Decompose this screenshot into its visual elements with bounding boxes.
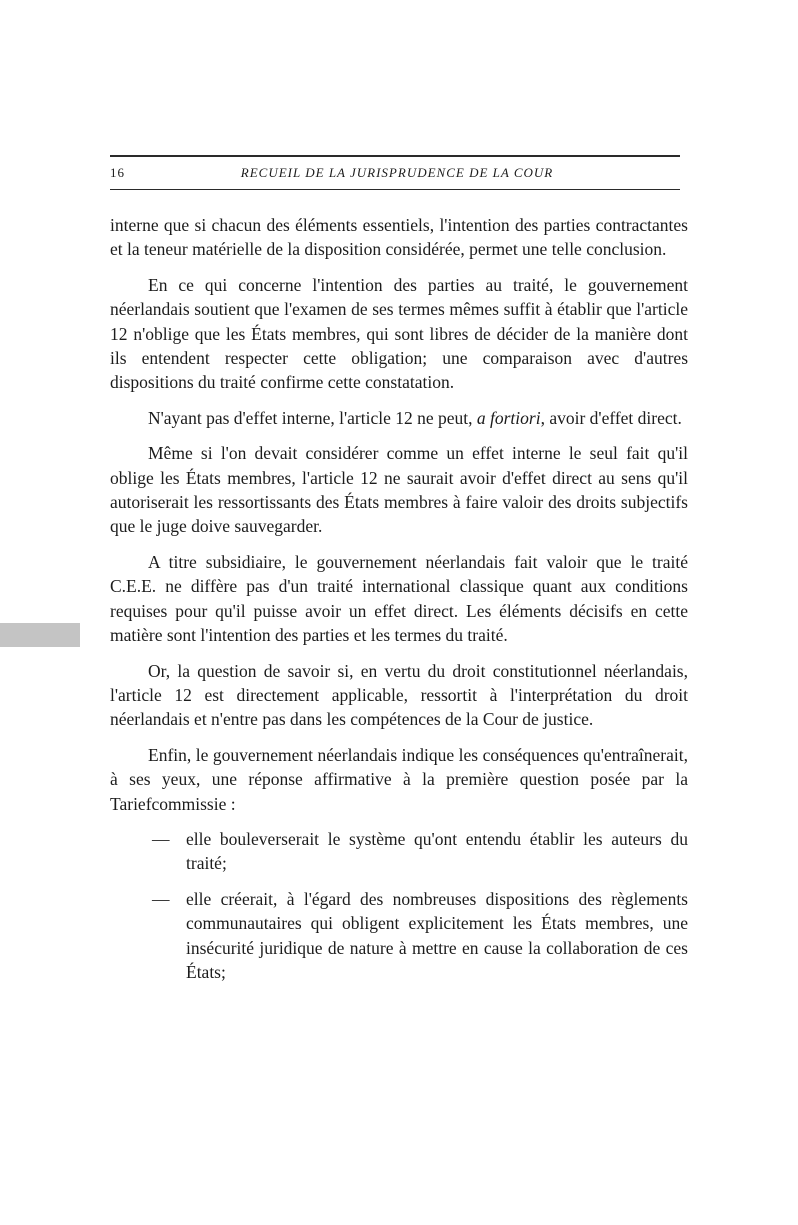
paragraph bbox=[110, 406, 688, 430]
list-item-text: elle bouleverserait le système qu'ont entendu établir les auteurs du traité; bbox=[186, 828, 688, 874]
paragraph-text: , avoir d'effet direct. bbox=[540, 407, 682, 428]
header-line bbox=[110, 157, 680, 189]
paragraph-text: N'ayant pas d'effet interne, l'article 12 ne peut, bbox=[148, 407, 477, 428]
paragraph: Même si l'on devait considérer comme un effet interne le seul fait qu'il oblige les États membres, l'article 12 ne saurait avoir d'effet direct au sens qu'il autoriserait les ressortissants des États membres à faire valoir des droits subjectifs que le juge doive sauvegarder. bbox=[110, 443, 688, 537]
page-number: 16 bbox=[110, 165, 125, 180]
paragraph: interne que si chacun des éléments essentiels, l'intention des parties contractantes et la teneur matérielle de la disposition considérée, permet une telle conclusion. bbox=[110, 215, 688, 260]
paragraph: A titre subsidiaire, le gouvernement néerlandais fait valoir que le traité C.E.E. ne diffère pas d'un traité international classique quant aux conditions requises pour qu'il puisse avoir un effet direct. Les éléments décisifs en cette matière sont l'intention des parties et les termes du traité. bbox=[110, 551, 688, 646]
margin-marker bbox=[0, 623, 80, 647]
list-item-text: elle créerait, à l'égard des nombreuses dispositions des règlements communautaires qui obligent explicitement les États membres, une insécurité juridique de nature à mettre en cause la collaboration de ces États; bbox=[186, 888, 688, 982]
list-item bbox=[152, 827, 688, 876]
running-title: RECUEIL DE LA JURISPRUDENCE DE LA COUR bbox=[240, 165, 554, 180]
list-item bbox=[152, 887, 688, 985]
body-text bbox=[110, 213, 688, 995]
header-bottom-rule bbox=[110, 189, 680, 190]
paragraph: Enfin, le gouvernement néerlandais indique les conséquences qu'entraînerait, à ses yeux, une réponse affirmative à la première question posée par la Tariefcommissie : bbox=[110, 744, 688, 814]
paragraph: Or, la question de savoir si, en vertu du droit constitutionnel néerlandais, l'article 12 est directement applicable, ressortit à l'interprétation du droit néerlandais et n'entre pas dans les compétences de la Cour de justice. bbox=[110, 660, 688, 730]
list-dash: — bbox=[152, 828, 170, 849]
list-dash: — bbox=[152, 888, 170, 909]
italic-phrase: a fortiori bbox=[476, 407, 541, 428]
page-header bbox=[110, 155, 680, 190]
paragraph: En ce qui concerne l'intention des parties au traité, le gouvernement néerlandais soutient que l'examen de ses termes mêmes suffit à établir que l'article 12 n'oblige que les États membres, qui sont libres de décider de la manière dont ils entendent respecter cette obligation; une comparaison avec d'autres dispositions du traité confirme cette constatation. bbox=[110, 274, 688, 393]
